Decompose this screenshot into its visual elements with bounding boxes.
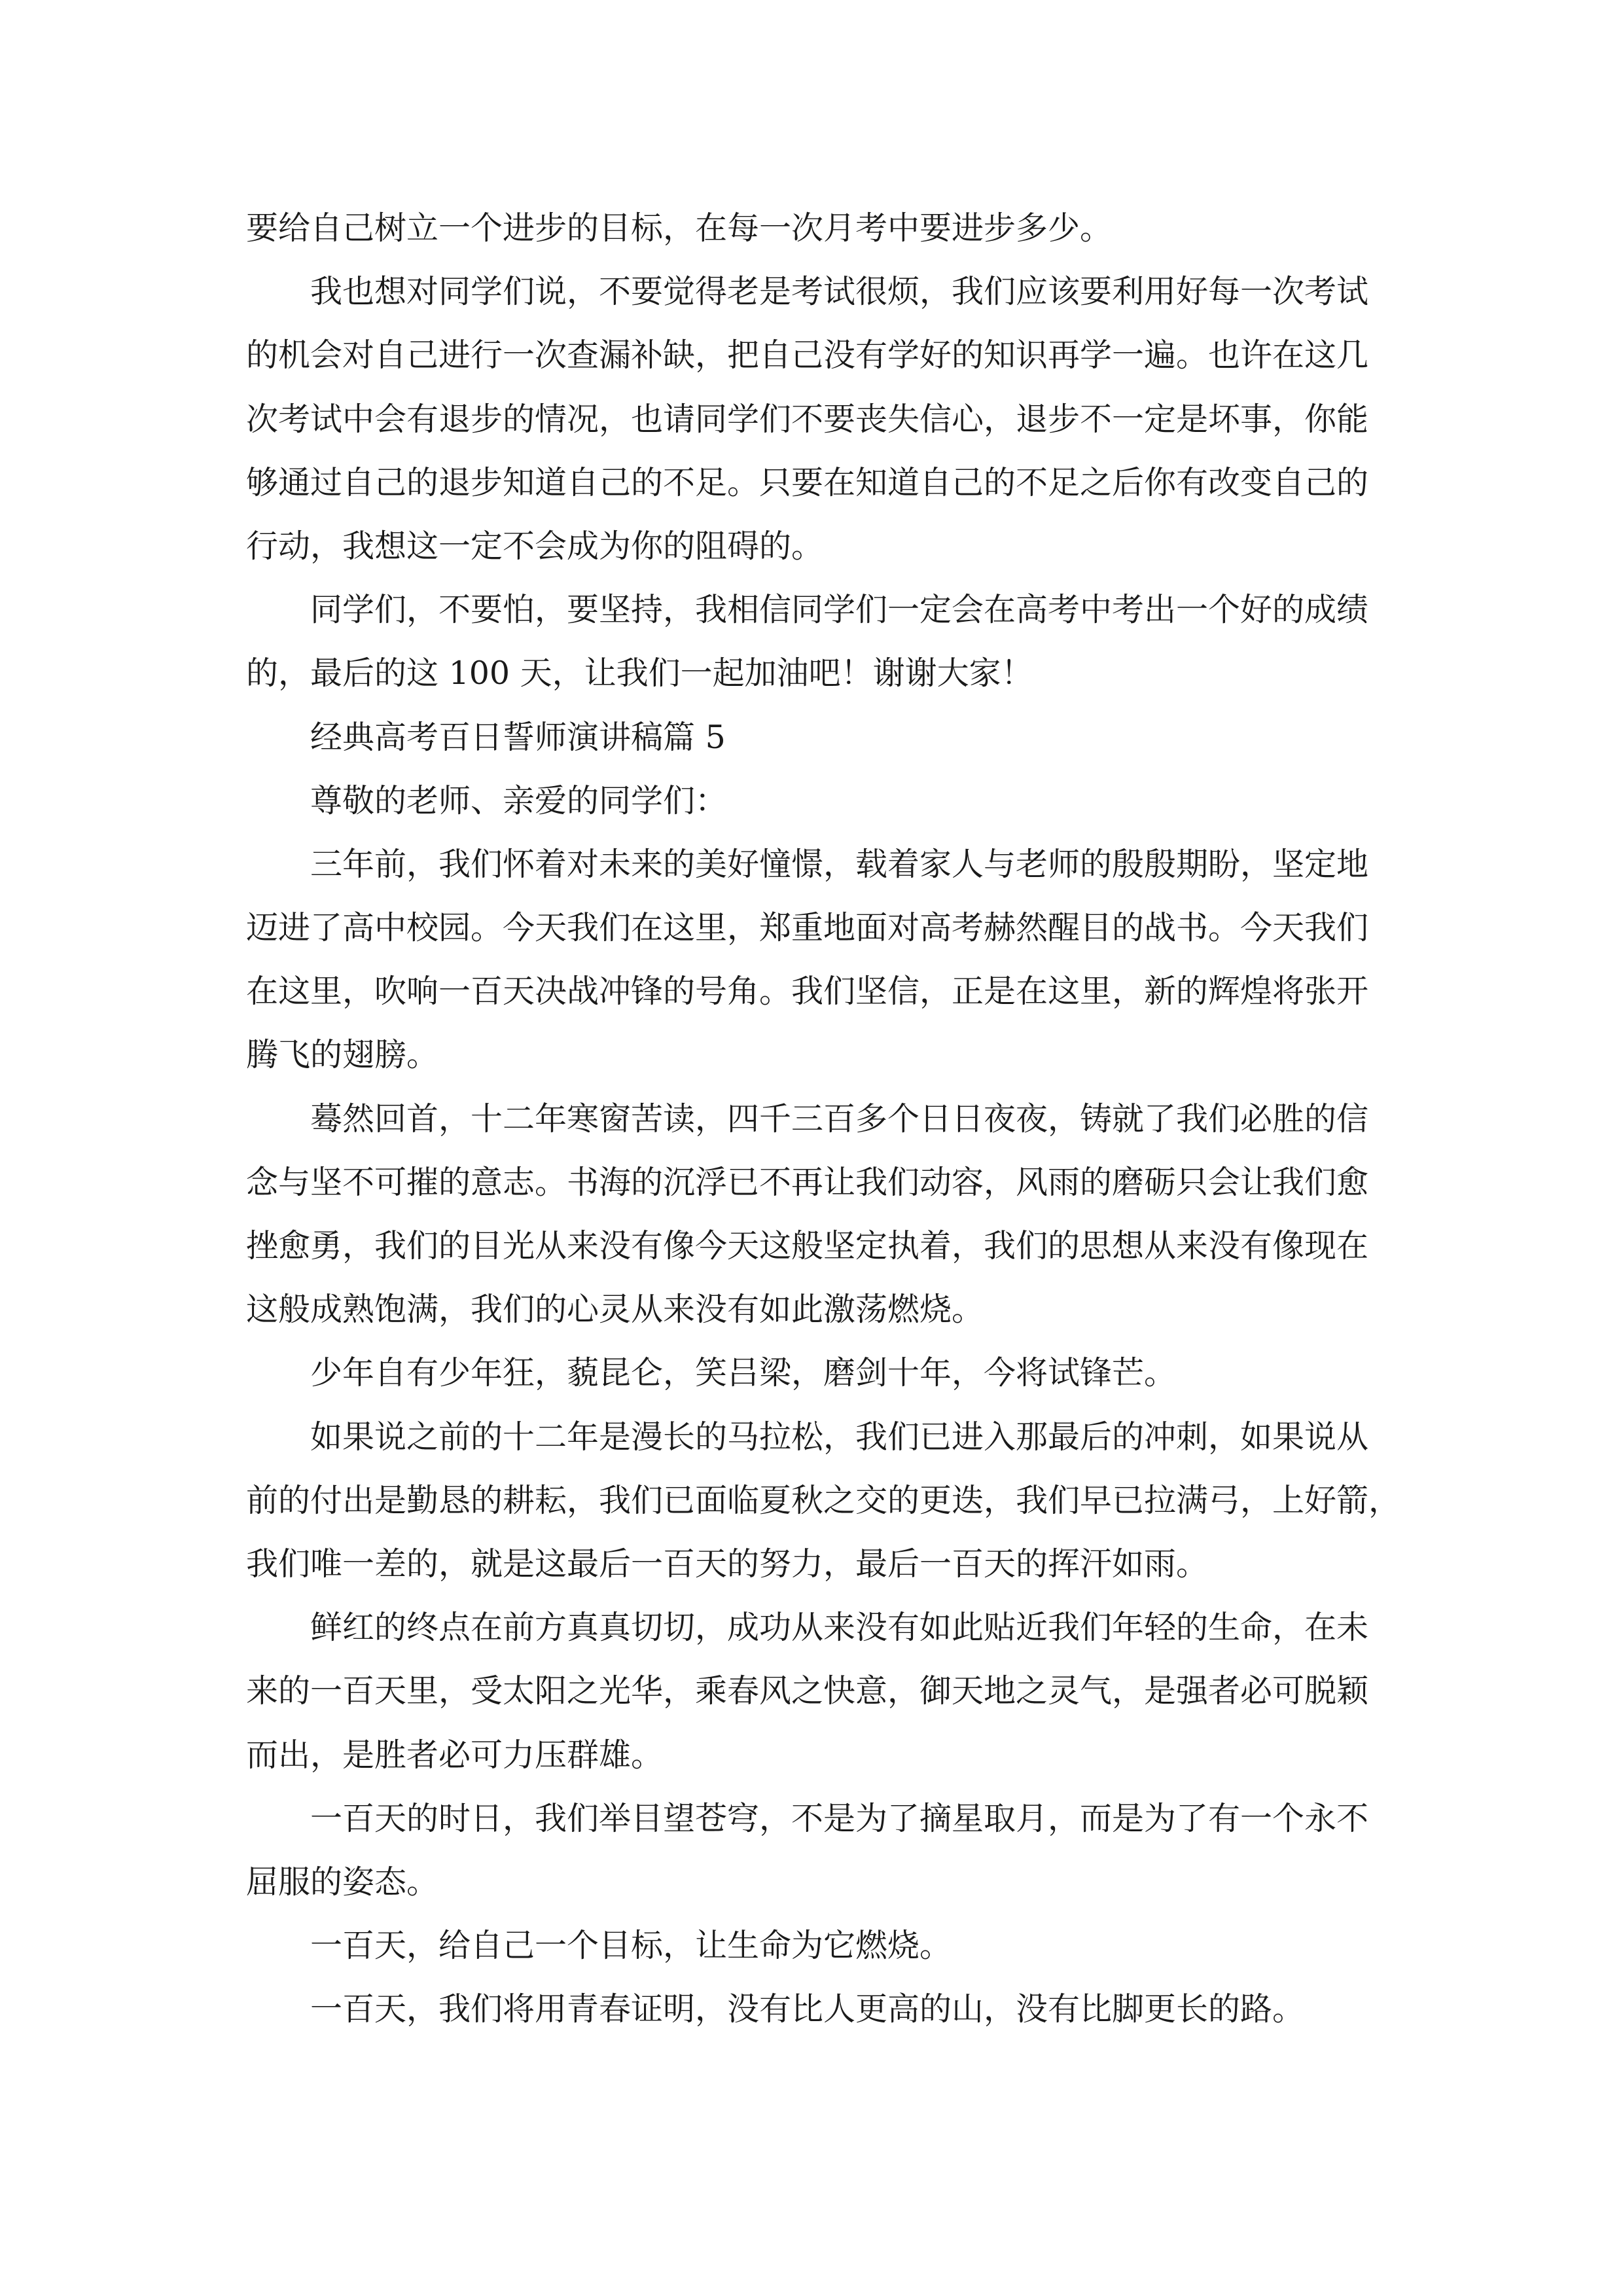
text-line: 来的一百天里，受太阳之光华，乘春风之快意，御天地之灵气，是强者必可脱颖	[246, 1672, 1369, 1710]
text-line: 念与坚不可摧的意志。书海的沉浮已不再让我们动容，风雨的磨砺只会让我们愈	[246, 1163, 1369, 1201]
text-line: 经典高考百日誓师演讲稿篇 5	[310, 718, 726, 756]
text-line: 而出，是胜者必可力压群雄。	[246, 1736, 664, 1774]
text-line: 这般成熟饱满，我们的心灵从来没有如此激荡燃烧。	[246, 1291, 984, 1329]
text-line: 行动，我想这一定不会成为你的阻碍的。	[246, 527, 824, 565]
text-line: 三年前，我们怀着对未来的美好憧憬，载着家人与老师的殷殷期盼，坚定地	[310, 845, 1369, 883]
text-line: 挫愈勇，我们的目光从来没有像今天这般坚定执着，我们的思想从来没有像现在	[246, 1227, 1369, 1265]
text-line: 迈进了高中校园。今天我们在这里，郑重地面对高考赫然醒目的战书。今天我们	[246, 909, 1369, 947]
text-line: 屈服的姿态。	[246, 1863, 439, 1901]
text-line: 同学们，不要怕，要坚持，我相信同学们一定会在高考中考出一个好的成绩	[310, 591, 1369, 629]
text-line: 尊敬的老师、亲爱的同学们：	[310, 781, 728, 819]
text-line: 鲜红的终点在前方真真切切，成功从来没有如此贴近我们年轻的生命，在未	[310, 1609, 1369, 1647]
text-line: 一百天，我们将用青春证明，没有比人更高的山，没有比脚更长的路。	[310, 1990, 1305, 2028]
text-line: 一百天，给自己一个目标，让生命为它燃烧。	[310, 1927, 952, 1965]
text-line: 少年自有少年狂，藐昆仑，笑吕梁，磨剑十年，今将试锋芒。	[310, 1354, 1177, 1392]
text-line: 在这里，吹响一百天决战冲锋的号角。我们坚信，正是在这里，新的辉煌将张开	[246, 973, 1369, 1011]
text-line: 要给自己树立一个进步的目标，在每一次月考中要进步多少。	[246, 209, 1113, 247]
text-line: 蓦然回首，十二年寒窗苦读，四千三百多个日日夜夜，铸就了我们必胜的信	[310, 1100, 1369, 1138]
text-line: 一百天的时日，我们举目望苍穹，不是为了摘星取月，而是为了有一个永不	[310, 1799, 1369, 1837]
text-line: 我也想对同学们说，不要觉得老是考试很烦，我们应该要利用好每一次考试	[310, 273, 1369, 311]
text-line: 前的付出是勤恳的耕耘，我们已面临夏秋之交的更迭，我们早已拉满弓，上好箭，	[246, 1481, 1401, 1519]
text-line: 腾飞的翅膀。	[246, 1036, 439, 1074]
text-line: 的机会对自己进行一次查漏补缺，把自己没有学好的知识再学一遍。也许在这几	[246, 336, 1369, 374]
text-line: 我们唯一差的，就是这最后一百天的努力，最后一百天的挥汗如雨。	[246, 1545, 1209, 1583]
text-line: 次考试中会有退步的情况，也请同学们不要丧失信心，退步不一定是坏事，你能	[246, 400, 1369, 438]
body-text	[246, 196, 1401, 2041]
text-line: 够通过自己的退步知道自己的不足。只要在知道自己的不足之后你有改变自己的	[246, 463, 1369, 501]
text-line: 的，最后的这 100 天，让我们一起加油吧！谢谢大家！	[246, 655, 1033, 692]
text-line: 如果说之前的十二年是漫长的马拉松，我们已进入那最后的冲刺，如果说从	[310, 1418, 1369, 1456]
